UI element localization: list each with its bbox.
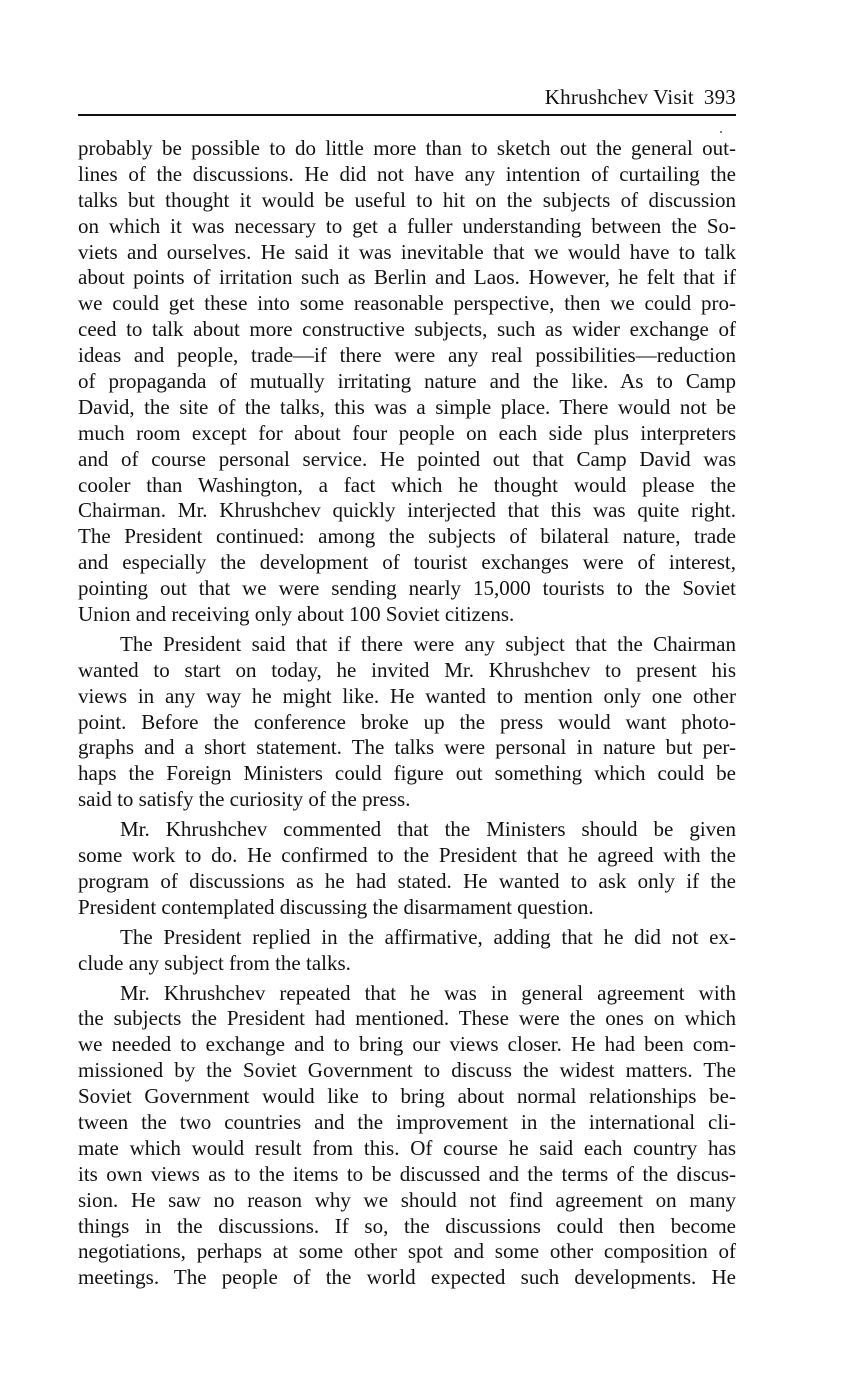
text-line: meetings. The people of the world expected such developments. He bbox=[78, 1265, 736, 1290]
text-line: The President continued: among the subjects of bilateral nature, trade bbox=[78, 524, 736, 549]
running-title: Khrushchev Visit bbox=[544, 85, 694, 109]
text-line: program of discussions as he had stated. He wanted to ask only if the bbox=[78, 868, 736, 893]
text-line: and of course personal service. He pointed out that Camp David was bbox=[78, 446, 736, 471]
paragraph bbox=[78, 632, 736, 813]
text-line: about points of irritation such as Berlin and Laos. However, he felt that if bbox=[78, 265, 736, 290]
text-line: The President replied in the affirmative, adding that he did not ex- bbox=[120, 924, 736, 949]
text-line: negotiations, perhaps at some other spot and some other composition of bbox=[78, 1239, 736, 1264]
text-line: point. Before the conference broke up the press would want photo- bbox=[78, 709, 736, 734]
text-line: probably be possible to do little more than to sketch out the general out- bbox=[78, 136, 736, 160]
text-line: President contemplated discussing the disarmament question. bbox=[78, 894, 594, 919]
text-line: of propaganda of mutually irritating nature and the like. As to Camp bbox=[78, 369, 736, 394]
text-line: Soviet Government would like to bring about normal relationships be- bbox=[78, 1084, 736, 1109]
text-line: cooler than Washington, a fact which he thought would please the bbox=[78, 472, 736, 497]
text-line: wanted to start on today, he invited Mr. Khrushchev to present his bbox=[78, 657, 736, 682]
paragraph bbox=[78, 817, 736, 921]
text-line: pointing out that we were sending nearly 15,000 tourists to the Soviet bbox=[78, 576, 736, 601]
text-line: Mr. Khrushchev repeated that he was in general agreement with bbox=[120, 980, 736, 1005]
text-line: and especially the development of tourist exchanges were of interest, bbox=[78, 550, 736, 575]
paragraph bbox=[78, 981, 736, 1292]
text-line: much room except for about four people on each side plus interpreters bbox=[78, 420, 736, 445]
page-number: 393 bbox=[703, 85, 736, 109]
text-line: Chairman. Mr. Khrushchev quickly interjected that this was quite right. bbox=[78, 498, 736, 523]
text-line: we needed to exchange and to bring our views closer. He had been com- bbox=[78, 1032, 736, 1057]
text-line: mate which would result from this. Of course he said each country has bbox=[78, 1135, 736, 1160]
text-line: ceed to talk about more constructive subjects, such as wider exchange of bbox=[78, 317, 736, 342]
print-speck bbox=[720, 131, 722, 133]
text-line: graphs and a short statement. The talks were personal in nature but per- bbox=[78, 735, 736, 760]
text-line: views in any way he might like. He wanted to mention only one other bbox=[78, 683, 736, 708]
text-line: things in the discussions. If so, the discussions could then become bbox=[78, 1213, 736, 1238]
text-line: The President said that if there were any subject that the Chairman bbox=[120, 631, 736, 656]
text-line: some work to do. He confirmed to the President that he agreed with the bbox=[78, 843, 736, 868]
body-text bbox=[78, 136, 736, 1291]
text-line: we could get these into some reasonable perspective, then we could pro- bbox=[78, 291, 736, 316]
text-line: Mr. Khrushchev commented that the Ministers should be given bbox=[120, 817, 736, 842]
text-line: haps the Foreign Ministers could figure out something which could be bbox=[78, 761, 736, 786]
text-line: viets and ourselves. He said it was inevitable that we would have to talk bbox=[78, 239, 736, 264]
text-line: Union and receiving only about 100 Soviet citizens. bbox=[78, 602, 515, 627]
text-line: said to satisfy the curiosity of the press. bbox=[78, 787, 411, 812]
running-head bbox=[78, 84, 736, 110]
header-rule bbox=[78, 114, 736, 116]
text-line: its own views as to the items to be discussed and the terms of the discus- bbox=[78, 1161, 736, 1186]
text-line: missioned by the Soviet Government to discuss the widest matters. The bbox=[78, 1058, 736, 1083]
text-line: clude any subject from the talks. bbox=[78, 950, 351, 975]
text-line: ideas and people, trade—if there were any real possibilities—reduction bbox=[78, 343, 736, 368]
text-line: on which it was necessary to get a fuller understanding between the So- bbox=[78, 213, 736, 238]
paragraph bbox=[78, 136, 736, 628]
text-line: lines of the discussions. He did not have any intention of curtailing the bbox=[78, 161, 736, 186]
text-line: talks but thought it would be useful to hit on the subjects of discussion bbox=[78, 187, 736, 212]
text-line: tween the two countries and the improvement in the international cli- bbox=[78, 1109, 736, 1134]
paragraph bbox=[78, 925, 736, 977]
text-line: sion. He saw no reason why we should not find agreement on many bbox=[78, 1187, 736, 1212]
text-line: David, the site of the talks, this was a simple place. There would not be bbox=[78, 394, 736, 419]
text-line: the subjects the President had mentioned. These were the ones on which bbox=[78, 1006, 736, 1031]
